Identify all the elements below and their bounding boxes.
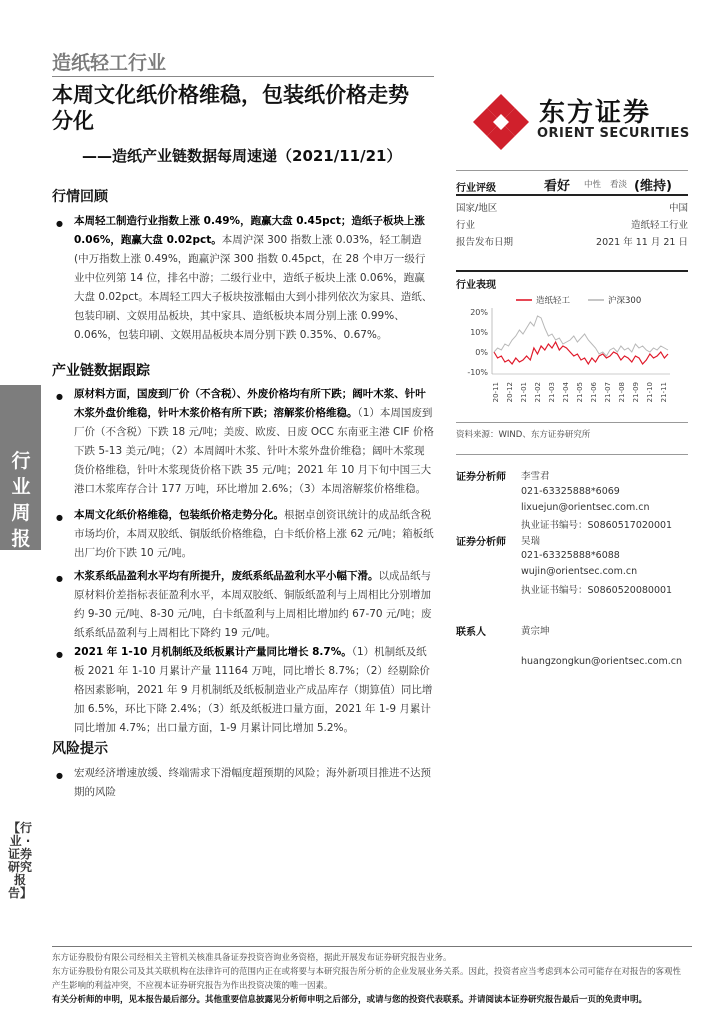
report-subtitle: ——造纸产业链数据每周速递（2021/11/21） bbox=[82, 147, 402, 165]
rating-main: 看好 bbox=[544, 179, 571, 194]
header-divider bbox=[52, 76, 434, 77]
analyst-2-name: 吴瑞 bbox=[521, 536, 541, 547]
footer-line-2: 东方证券股份有限公司及其关联机构在法律许可的范围内正在或将要与本研究报告所分析的企业发展业务关系。因此，投资者应当考虑到本公司可能存在对报告的客观性 bbox=[52, 967, 682, 977]
chain-paragraph-4 bbox=[74, 643, 434, 738]
side-tab-label: 行业周报 bbox=[11, 450, 31, 550]
x-tick-label: 21-11 bbox=[660, 382, 668, 403]
side-report-note: 【行业 · 证券研究报告】 bbox=[8, 821, 33, 900]
industry-performance-chart bbox=[456, 292, 688, 420]
section-title-risk: 风险提示 bbox=[52, 741, 108, 757]
x-tick-label: 21-08 bbox=[618, 382, 626, 403]
bullet-icon: ● bbox=[56, 771, 63, 780]
footer-line-3: 产生影响的利益冲突，不应视本证券研究报告为作出投资决策的唯一因素。 bbox=[52, 981, 333, 991]
contact-role: 联系人 bbox=[456, 627, 486, 638]
footer-disclaimer: 有关分析师的申明，见本报告最后部分。其他重要信息披露见分析师申明之后部分，或请与您的投资代表联系。并请阅读本证券研究报告最后一页的免责申明。 bbox=[52, 995, 648, 1005]
info-value: 造纸轻工行业 bbox=[630, 220, 688, 231]
info-value: 中国 bbox=[668, 203, 688, 214]
info-label: 行业 bbox=[456, 220, 476, 231]
chain-body-4: （1）机制纸及纸板 2021 年 1-10 月累计产量 11164 万吨，同比增长 8.7%；（2）经剔除价格因素影响，2021 年 9 月机制纸及纸板制造业产成品库存（期算值）同比增加 6.5%，环比下降 2.4%；（3）纸及纸板进口量方面，2021 年 1-9 月累计同比增加 4.7%；出口量方面，1-9 月累计同比增加 5.2%。 bbox=[74, 646, 433, 734]
risk-paragraph: 宏观经济增速放缓、终端需求下滑幅度超预期的风险；海外新项目推进不达预期的风险 bbox=[74, 767, 431, 798]
chain-body-1: （1）本周国废到厂价（不含税）下跌 18 元/吨；美废、欧废、日废 OCC 东南亚主港 CIF 价格下跌 5-13 美元/吨；（2）本周阔叶木浆、针叶木浆外盘价维稳；阔叶木浆现货价格维稳，针叶木浆现货价格下跌 35 元/吨；2021 年 10 月下旬中国三大港口木浆库存合计 177 万吨，环比增加 2.6%；（3）本周溶解浆价格维稳。 bbox=[74, 407, 434, 495]
performance-label: 行业表现 bbox=[456, 280, 496, 291]
chain-highlight-3: 木浆系纸品盈利水平均有所提升，废纸系纸品盈利水平小幅下滑。 bbox=[74, 570, 379, 582]
review-highlight: 本周轻工制造行业指数上涨 0.49%，跑赢大盘 0.45pct；造纸子板块上涨 0.06%，跑赢大盘 0.02pct。 bbox=[74, 215, 425, 246]
contact-name: 黄宗坤 bbox=[521, 626, 550, 637]
x-tick-label: 21-01 bbox=[520, 382, 528, 403]
orient-logo-icon bbox=[471, 92, 531, 152]
bullet-icon: ● bbox=[56, 650, 63, 659]
x-tick-label: 21-07 bbox=[604, 382, 612, 403]
series-line bbox=[494, 342, 668, 364]
rating-label: 行业评级 bbox=[456, 183, 496, 194]
title-line-2: 分化 bbox=[52, 109, 94, 133]
rating-neutral: 中性 bbox=[584, 180, 602, 190]
y-tick-label: 10% bbox=[470, 328, 488, 337]
legend-label: 沪深300 bbox=[608, 296, 642, 306]
info-label: 报告发布日期 bbox=[456, 237, 514, 248]
chain-highlight-2: 本周文化纸价格维稳，包装纸价格走势分化。 bbox=[74, 509, 284, 521]
sector-label: 造纸轻工行业 bbox=[52, 52, 167, 74]
chain-paragraph-2 bbox=[74, 506, 434, 563]
y-tick-label: 0% bbox=[475, 348, 488, 357]
rating-top-rule bbox=[456, 170, 688, 171]
contact-email[interactable]: huangzongkun@orientsec.com.cn bbox=[521, 656, 683, 667]
chain-body-2: 根据卓创资讯统计的成品纸含税市场均价，本周双胶纸、铜版纸价格维稳，白卡纸价格上涨 62 元/吨；箱板纸出厂均价下跌 10 元/吨。 bbox=[74, 509, 434, 559]
analyst-2-cert: 执业证书编号：S0860520080001 bbox=[521, 585, 673, 596]
x-tick-label: 21-05 bbox=[576, 382, 584, 403]
chain-paragraph-3 bbox=[74, 567, 434, 643]
chart-bottom-rule bbox=[456, 422, 688, 423]
perf-top-rule bbox=[456, 270, 688, 272]
analyst-role-2: 证券分析师 bbox=[456, 537, 506, 548]
info-row-industry bbox=[456, 217, 688, 231]
x-tick-label: 21-03 bbox=[548, 382, 556, 403]
chart-source: 资料来源：WIND、东方证券研究所 bbox=[456, 430, 591, 440]
bullet-icon: ● bbox=[56, 574, 63, 583]
bullet-icon: ● bbox=[56, 513, 63, 522]
y-tick-label: -10% bbox=[467, 368, 488, 377]
chain-highlight-4: 2021 年 1-10 月机制纸及纸板累计产量同比增长 8.7%。 bbox=[74, 646, 352, 658]
chain-paragraph-1 bbox=[74, 385, 434, 499]
report-title bbox=[52, 82, 437, 134]
x-tick-label: 20-11 bbox=[492, 382, 500, 403]
analyst-2-email[interactable]: wujin@orientsec.com.cn bbox=[521, 566, 638, 577]
x-tick-label: 21-04 bbox=[562, 382, 570, 403]
x-tick-label: 21-02 bbox=[534, 382, 542, 403]
logo-chinese-name: 东方证券 bbox=[539, 98, 652, 128]
logo-english-name: ORIENT SECURITIES bbox=[537, 126, 690, 141]
x-tick-label: 21-06 bbox=[590, 382, 598, 403]
info-value: 2021 年 11 月 21 日 bbox=[596, 237, 688, 248]
info-row-date bbox=[456, 234, 688, 248]
x-tick-label: 21-09 bbox=[632, 382, 640, 403]
bullet-icon: ● bbox=[56, 392, 63, 401]
series-line bbox=[494, 316, 668, 356]
analyst-1-name: 李雪君 bbox=[521, 471, 550, 482]
rating-bearish: 看淡 bbox=[610, 180, 628, 190]
review-body: 本周沪深 300 指数上涨 0.03%，轻工制造(中万指数上涨 0.49%，跑赢沪深 300 指数 0.45pct，在 28 个申万一级行业中位列第 14 位，排名中游；二级行业中，造纸子板块上涨 0.06%，跑赢大盘 0.02pct。本周轻工四大子板块按涨幅由大到小排列依次为家具、造纸、包装印刷、文娱用品板块，其中家具、造纸板块本周分别上涨 0.99%、0.06%，包装印刷、文娱用品板块本周分别下跌 0.35%、0.67%。 bbox=[74, 234, 433, 341]
info-row-country bbox=[456, 200, 688, 214]
review-paragraph bbox=[74, 212, 434, 345]
footer-line-1: 东方证券股份有限公司经相关主管机关核准具备证券投资咨询业务资格，据此开展发布证券研究报告业务。 bbox=[52, 953, 452, 963]
analyst-top-rule bbox=[456, 454, 688, 455]
title-line-1: 本周文化纸价格维稳，包装纸价格走势 bbox=[52, 83, 409, 107]
x-tick-label: 21-10 bbox=[646, 382, 654, 403]
section-title-review: 行情回顾 bbox=[52, 189, 108, 205]
analyst-2-phone: 021-63325888*6088 bbox=[521, 550, 620, 561]
analyst-1-cert: 执业证书编号：S0860517020001 bbox=[521, 520, 673, 531]
rating-bottom-rule bbox=[456, 194, 688, 196]
analyst-role-1: 证券分析师 bbox=[456, 472, 506, 483]
info-label: 国家/地区 bbox=[456, 203, 498, 214]
analyst-1-phone: 021-63325888*6069 bbox=[521, 486, 620, 497]
rating-keep: (维持) bbox=[634, 179, 672, 194]
company-logo bbox=[465, 86, 705, 146]
footer-divider bbox=[52, 946, 692, 947]
x-tick-label: 20-12 bbox=[506, 382, 514, 403]
legend-label: 造纸轻工 bbox=[536, 296, 571, 306]
analyst-1-email[interactable]: lixuejun@orientsec.com.cn bbox=[521, 502, 650, 513]
bullet-icon: ● bbox=[56, 219, 63, 228]
chain-body-3: 以成品纸与原材料价差指标表征盈利水平，本周双胶纸、铜版纸盈利与上周相比分别增加约 9-30 元/吨、8-30 元/吨，白卡纸盈利与上周相比增加约 67-70 元/吨；废纸系纸品盈利与上周相比下降约 19 元/吨。 bbox=[74, 570, 432, 639]
y-tick-label: 20% bbox=[470, 308, 488, 317]
chain-highlight-1: 原材料方面，国废到厂价（不含税）、外废价格均有所下跌；阔叶木浆、针叶木浆外盘价维稳，针叶木浆价格有所下跌；溶解浆价格维稳。 bbox=[74, 388, 426, 419]
section-title-chain: 产业链数据跟踪 bbox=[52, 363, 150, 379]
